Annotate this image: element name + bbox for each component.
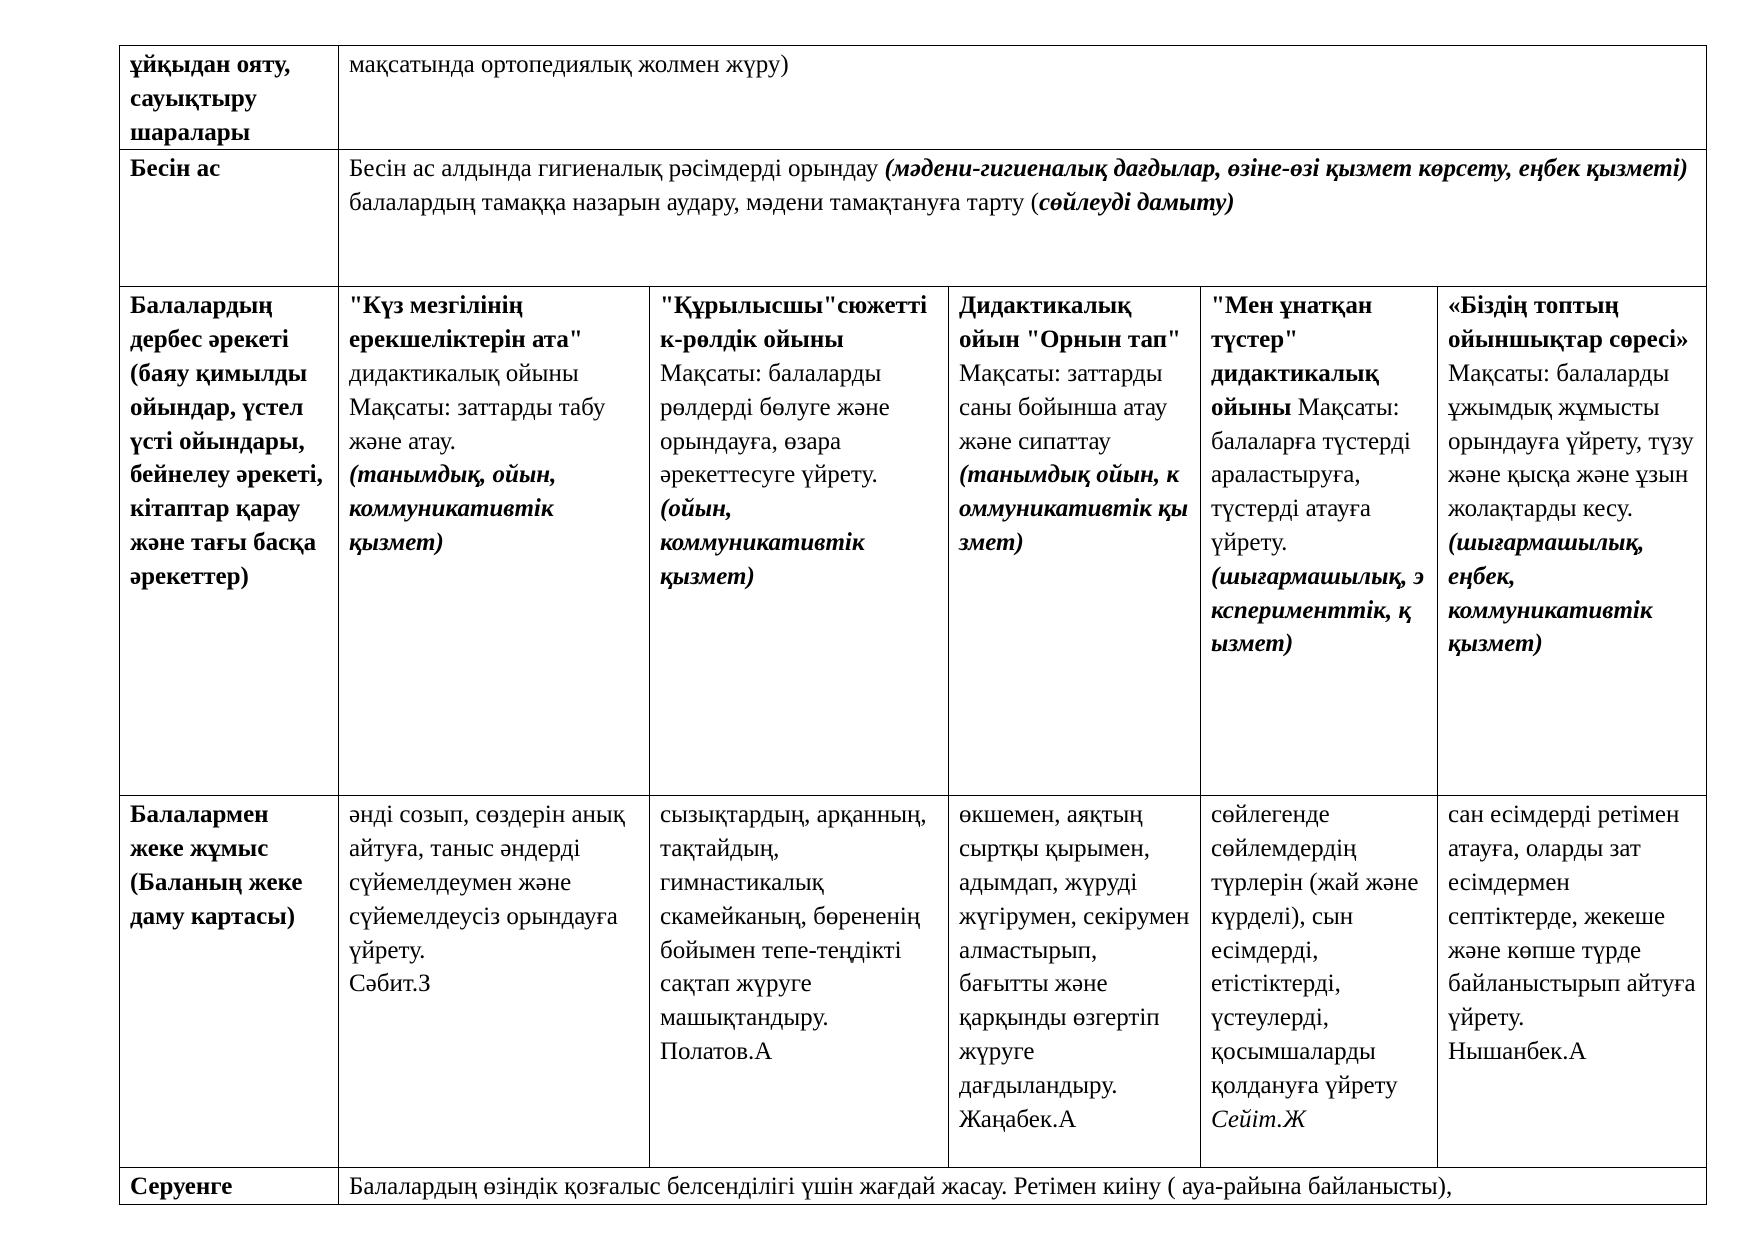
row-walk (120, 1168, 1707, 1205)
individual-work-label: Балалармен жеке жұмыс (Баланың жеке даму картасы) (130, 801, 303, 930)
row-wake-up (120, 46, 1707, 150)
child-name: Сейіт.Ж (1211, 1105, 1306, 1133)
child-name: Жаңабек.А (959, 1105, 1077, 1133)
row-individual-work (120, 796, 1707, 1168)
lunch-skills-tag: (мәдени-гигиеналық дағдылар, өзіне-өзі қызмет көрсету, еңбек қызметі) (884, 155, 1688, 183)
activity-tag: (танымдық, ойын, коммуникативтік қызмет) (349, 461, 557, 556)
activity-cell-3 (949, 287, 1201, 796)
activity-description: Мақсаты: заттарды саны бойынша атау және сипаттау (959, 359, 1168, 455)
activity-description: Мақсаты: балаларға түстерді араластыруға, түстерді атауға үйрету. (1211, 393, 1411, 556)
activity-cell-5 (1438, 287, 1707, 796)
activity-cell-2 (650, 287, 949, 796)
walk-content (339, 1168, 1707, 1205)
activity-tag: (танымдық ойын, коммуникативтік қызмет) (959, 461, 1189, 556)
schedule-table (119, 45, 1707, 1205)
activity-cell-4 (1201, 287, 1438, 796)
row-label-independent-activity (120, 287, 339, 796)
wake-up-text: мақсатында ортопедиялық жолмен жүру) (349, 51, 789, 78)
row-independent-activity (120, 287, 1707, 796)
individual-task: әнді созып, сөздерін анық айтуға, таныс әндерді сүйемелдеумен және сүйемелдеусіз орындауға үйрету. (349, 801, 625, 964)
row-label-individual-work (120, 796, 339, 1168)
activity-description: Мақсаты: балаларды ұжымдық жұмысты орындауға үйрету, түзу және қысқа және ұзын жолақтарды кесу. (1448, 359, 1694, 523)
activity-title: «Біздің топтың ойыншықтар сөресі» (1448, 292, 1689, 354)
child-name: Сәбит.З (349, 970, 431, 998)
activity-title: Дидактикалық ойын "Орнын тап" (959, 292, 1181, 354)
lunch-speech-tag: сөйлеуді дамыту) (1038, 189, 1235, 217)
child-name: Нышанбек.А (1448, 1037, 1587, 1065)
individual-task: сөйлегенде сөйлемдердің түрлерін (жай және күрделі), сын есімдерді, етістіктерді, үстеулерді, қосымшаларды қолдануға үйрету (1211, 801, 1419, 1099)
lunch-text-2: балалардың тамаққа назарын аудару, мәдени тамақтануға тарту ( (349, 189, 1039, 217)
individual-task: өкшемен, аяқтың сыртқы қырымен, адымдап, жүруді жүгірумен, секірумен алмастырып, бағытты және қарқынды өзгертіп жүруге дағдыландыру. (959, 801, 1190, 1099)
row-lunch (120, 150, 1707, 287)
activity-title: "Күз мезгілінің ерекшеліктерін ата" (349, 292, 583, 354)
lunch-label: Бесін ас (130, 155, 221, 183)
activity-tag: (ойын, коммуникативтік қызмет) (660, 495, 865, 590)
activity-description: Мақсаты: балаларды рөлдерді бөлуге және орындауға, өзара әрекеттесуге үйрету. (660, 359, 890, 489)
activity-description: дидактикалық ойыны Мақсаты: заттарды табу және атау. (349, 359, 606, 455)
row-label-walk (120, 1168, 339, 1205)
individual-cell-5 (1438, 796, 1707, 1168)
lunch-content (339, 150, 1707, 287)
row-label-lunch (120, 150, 339, 287)
walk-label: Серуенге (130, 1173, 233, 1201)
independent-activity-label: Балалардың дербес әрекеті (баяу қимылды ойындар, үстел үсті ойындары, бейнелеу әрекеті, кітаптар қарау және тағы басқа әрекеттер) (130, 292, 323, 590)
activity-tag: (шығармашылық, еңбек, коммуникативтік қызмет) (1448, 528, 1653, 658)
child-name: Полатов.А (660, 1037, 773, 1065)
individual-cell-1 (339, 796, 650, 1168)
wake-up-content (339, 46, 1707, 150)
lunch-text-1: Бесін ас алдында гигиеналық рәсімдерді орындау (349, 155, 885, 183)
row-label-wake-up (120, 46, 339, 150)
individual-task: сызықтардың, арқанның, тақтайдың, гимнастикалық скамейканың, бөрененің бойымен тепе-теңдікті сақтап жүруге машықтандыру. (660, 801, 927, 1032)
individual-task: сан есімдерді ретімен атауға, оларды зат есімдермен септіктерде, жекеше және көпше түрде байланыстырып айтуға үйрету. (1448, 801, 1696, 1032)
activity-tag: (шығармашылық, эксперименттік, қызмет) (1211, 562, 1425, 658)
individual-cell-4 (1201, 796, 1438, 1168)
wake-up-label: ұйқыдан ояту, сауықтыру шаралары (130, 51, 291, 146)
activity-cell-1 (339, 287, 650, 796)
activity-title: "Мен ұнатқан түстер" дидактикалық ойыны (1211, 292, 1379, 421)
activity-title: "Құрылысшы"сюжеттік-рөлдік ойыны (660, 292, 928, 354)
individual-cell-2 (650, 796, 949, 1168)
individual-cell-3 (949, 796, 1201, 1168)
walk-text: Балалардың өзіндік қозғалыс белсенділігі үшін жағдай жасау. Ретімен киіну ( ауа-райына байланысты), (349, 1173, 1453, 1201)
